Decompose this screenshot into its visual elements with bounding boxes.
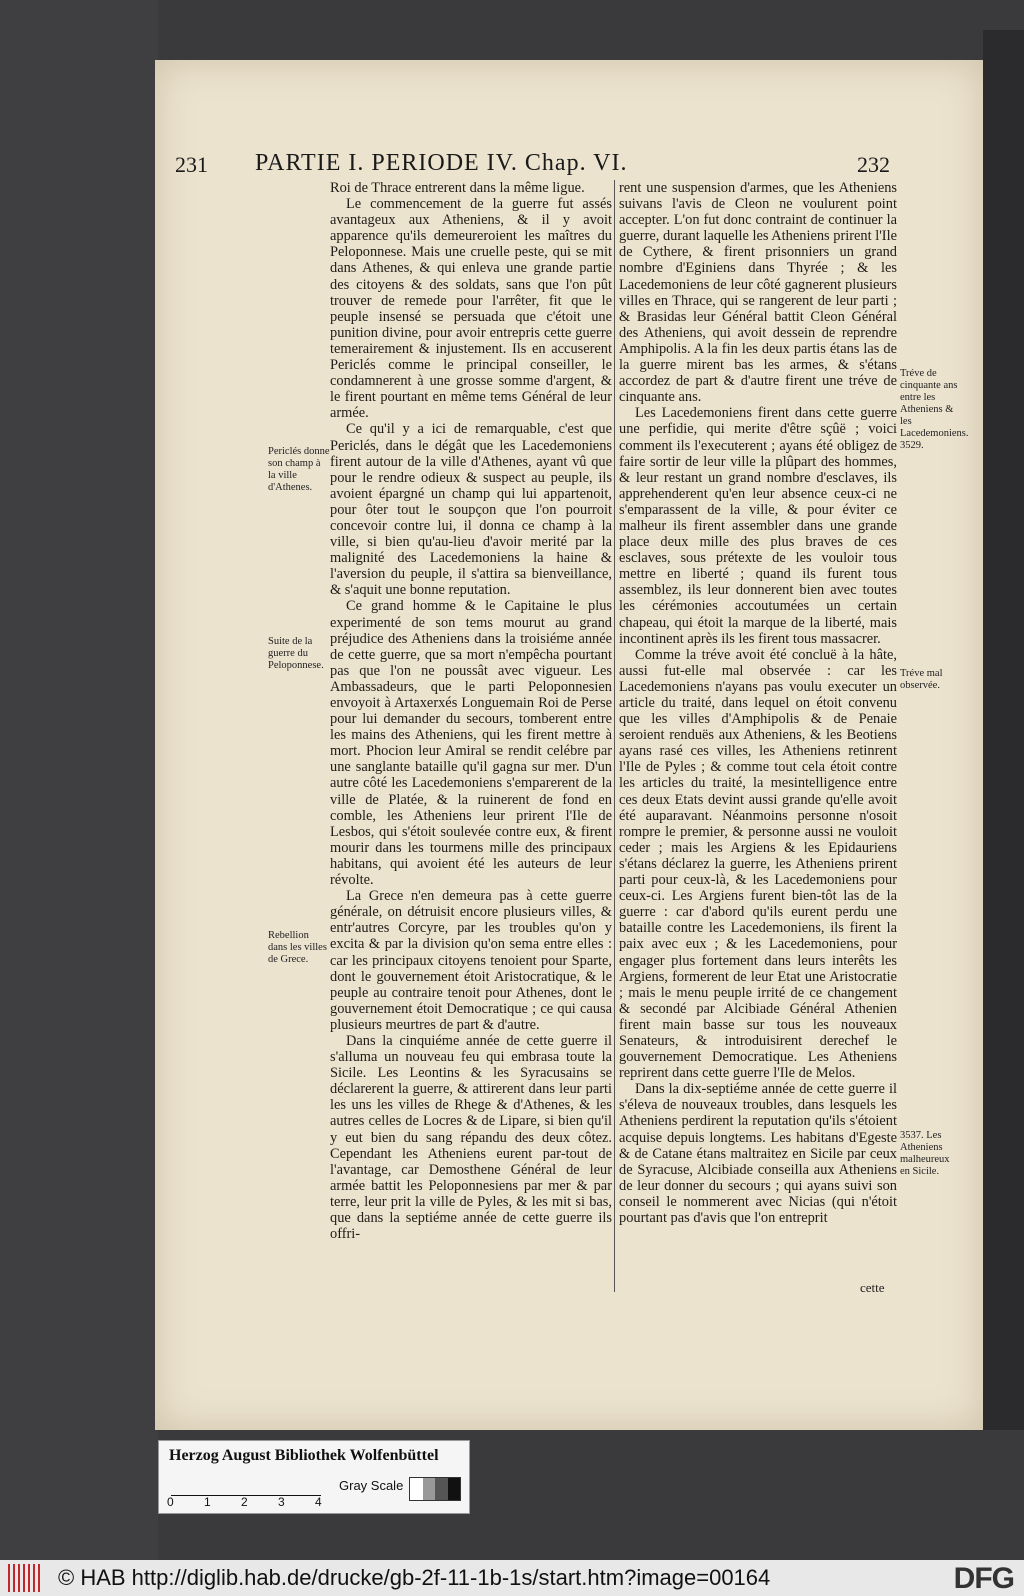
left-column <box>330 180 612 1242</box>
margin-note: Rebellion dans les villes de Grece. <box>268 930 327 965</box>
page-number-left: 231 <box>175 152 208 177</box>
footer-bar <box>0 1560 1024 1596</box>
ruler-tick: 2 <box>241 1495 248 1509</box>
paragraph: Ce qu'il y a ici de remarquable, c'est que Periclés, dans le dégât que les Lacedemoniens firent autour de la ville d'Athenes, ayant vû que pour le rendre odieux & suspect au peuple, ils avoient épargné un champ qui lui appartenoit, pour ôter tout le soupçon que l'on pourroit concevoir contre lui, il donna ce champ à la ville, si bien qu'au-lieu d'avoir merité par la malignité des Lacedemoniens la haine & l'aversion du peuple, il s'attira sa bienveillance, & s'aquit une bonne reputation. <box>330 421 612 599</box>
scan-background-right <box>983 30 1024 1430</box>
margin-note: Suite de la guerre du Peloponnese. <box>268 636 324 671</box>
margin-note: 3537. Les Atheniens malheureux en Sicile. <box>900 1130 950 1177</box>
catchword: cette <box>860 1280 885 1295</box>
page-number-right: 232 <box>857 152 890 177</box>
ruler-tick: 1 <box>204 1495 211 1509</box>
paragraph: Roi de Thrace entrerent dans la même ligue. <box>330 180 585 196</box>
gray-scale-label: Gray Scale <box>339 1478 404 1493</box>
page-header <box>175 150 890 184</box>
ruler <box>171 1477 321 1496</box>
footer-url[interactable]: © HAB http://diglib.hab.de/drucke/gb-2f-11-1b-1s/start.htm?image=00164 <box>58 1565 771 1590</box>
running-title: PARTIE I. PERIODE IV. Chap. VI. <box>255 150 628 176</box>
paragraph: Dans la dix-septiéme année de cette guerre il s'éleva de nouveaux troubles, dans lesquels les Atheniens perdirent la reputation qu'ils s'étoient acquise depuis longtems. Les habitans d'Egeste & de Catane étans maltraitez en Sicile par ceux de Syracuse, Alcibiade conseilla aux Atheniens de leur donner du secours ; qui ayans suivi son conseil le nommerent avec Nicias (qui n'étoit pourtant pas d'avis que l'on entreprit <box>619 1081 897 1226</box>
dfg-logo: DFG <box>953 1562 1014 1595</box>
library-name: Herzog August Bibliothek Wolfenbüttel <box>169 1447 439 1464</box>
right-column <box>619 180 897 1226</box>
column-divider <box>614 180 615 1292</box>
paragraph: rent une suspension d'armes, que les Atheniens suivans l'avis de Cleon ne voulurent point accepter. L'on fut donc contraint de continuer la guerre, durant laquelle les Atheniens prirent l'Ile de Cythere, & firent prisonniers un grand nombre d'Eginiens dans Thyrée ; & les Lacedemoniens de leur côté gagnerent plusieurs villes en Thrace, qui se rangerent de leur parti ; & Brasidas leur Général battit Cleon Général des Atheniens, qui avoit dessein de reprendre Amphipolis. A la fin les deux partis étans las de la guerre mirent bas les armes, & s'étans accordez de part & d'autre firent une tréve de cinquante ans. <box>619 180 897 406</box>
ruler-tick: 0 <box>167 1495 174 1509</box>
paragraph: Le commencement de la guerre fut assés avantageux aux Atheniens, & il y avoit apparence qu'ils demeureroient les maîtres du Peloponnese. Mais une cruelle peste, qui se mit dans Athenes, & qui enleva une grande partie des citoyens & des soldats, sans que l'on pût trouver de remede pour l'arrêter, fit que le peuple insensé se persuada que c'étoit une punition divine, pour avoir entrepris cette guerre temerairement & injustement. Ils en accuserent Periclés comme le principal conseiller, le condamnerent à une grosse somme d'argent, & le firent pourtant en même tems Général de leur armée. <box>330 196 612 422</box>
ruler-tick: 3 <box>278 1495 285 1509</box>
paragraph: La Grece n'en demeura pas à cette guerre générale, on détruisit encore plusieurs villes, & entr'autres Corcyre, par les troubles qu'on y excita & par la division qu'on sema entre elles : car les principaux citoyens tenoient pour Sparte, dont le gouvernement étoit Aristocratique, & le peuple au contraire tenoit pour Athenes, dont le gouvernement étoit Democratique ; ce qui causa plusieurs meurtres de part & d'autre. <box>330 888 612 1033</box>
paragraph: Comme la tréve avoit été concluë à la hâte, aussi fut-elle mal observée : car les Lacedemoniens n'ayans pas voulu executer un article du traité, dans lequel on étoit convenu que les villes d'Amphipolis & de Penaie seroient renduës aux Atheniens, & les Beotiens ayans rasé ces villes, les Atheniens retinrent l'Ile de Pyles ; & comme tout cela étoit contre les articles du traité, la mesintelligence entre ces deux Etats devint aussi grande qu'elle avoit été auparavant. Néanmoins personne n'osoit rompre le premier, & personne aussi ne vouloit ceder ; mais les Argiens & les Epidauriens s'étans déclarez la guerre, les Atheniens prirent parti pour ceux-là, & les Lacedemoniens pour ceux-ci. Les Argiens furent bien-tôt las de la guerre : car d'abord qu'ils eurent perdu une bataille contre les Lacedemoniens, ils firent la paix avec eux ; & les Lacedemoniens, pour engager plus fortement dans leurs interêts les Argiens, formerent de leur Etat une Aristocratie ; mais le menu peuple irrité de ce changement & secondé par Alcibiade Général Athenien firent main basse sur tous les nouveaux Senateurs, & introduisirent derechef le gouvernement Democratique. Les Atheniens reprirent dans cette guerre l'Ile de Melos. <box>619 646 897 1082</box>
scan-background <box>0 0 158 1560</box>
ruler-tick: 4 <box>315 1495 322 1509</box>
margin-note: Periclés donne son champ à la ville d'Athenes. <box>268 446 330 493</box>
paragraph: Dans la cinquiéme année de cette guerre il s'alluma un nouveau feu qui embrasa toute la Sicile. Les Leontins & les Syracusains se déclarerent la guerre, & attirerent dans leur parti les uns les villes de Rhege & d'Athenes, & les autres celles de Locres & de Lipare, si bien qu'il y eut bien du sang répandu des deux côtez. Cependant les Atheniens eurent par-tout de l'avantage, car Demosthene Général de leur armée battit les Peloponnesiens par mer & par terre, leur prit la ville de Pyles, & les mit si bas, que dans la septiéme année de cette guerre ils offri- <box>330 1032 612 1243</box>
margin-note: Tréve mal observée. <box>900 668 943 691</box>
library-label <box>158 1440 470 1514</box>
paragraph: Les Lacedemoniens firent dans cette guerre une perfidie, qui merite d'être sçûë ; voici comment ils l'executerent ; ayans été obligez de faire sortir de leur ville la plûpart des hommes, & leur restant un grand nombre d'esclaves, ils apprehenderent qu'en leur absence ceux-ci ne s'emparassent de la ville, & pour éviter ce malheur ils firent assembler dans une grande place deux mille des plus braves de ces esclaves, sous prétexte de les vouloir tous mettre en liberté ; quand ils furent tous assemblez, ils leur donnerent bien avec toutes les cérémonies accoutumées un certain chapeau, qui étoit la marque de la liberté, mais incontinent après ils les firent tous massacrer. <box>619 405 897 647</box>
gray-scale-swatch <box>409 1477 461 1501</box>
margin-note: Tréve de cinquante ans entre les Atheniens & les Lacedemoniens. 3529. <box>900 368 969 451</box>
hab-logo-icon <box>2 1560 50 1596</box>
paragraph: Ce grand homme & le Capitaine le plus experimenté de son tems mourut au grand préjudice des Atheniens dans la troisiéme année de cette guerre, que sa mort n'empêcha pourtant pas que l'on ne poussât avec vigueur. Les Ambassadeurs, que le parti Peloponnesien envoyoit à Artaxerxés Longuemain Roi de Perse pour lui demander du secours, tomberent entre les mains des Atheniens, qui les firent mettre à mort. Phocion leur Amiral se rendit celébre par une sanglante bataille qu'il gagna sur mer. D'un autre côté les Lacedemoniens s'emparerent de la ville de Platée, & la ruinerent de fond en comble, les Atheniens leur prirent l'Ile de Lesbos, qui s'étoit soulevée contre eux, & firent mourir dans les tourmens mille des principaux habitans, qui avoient été les auteurs de leur révolte. <box>330 598 612 889</box>
